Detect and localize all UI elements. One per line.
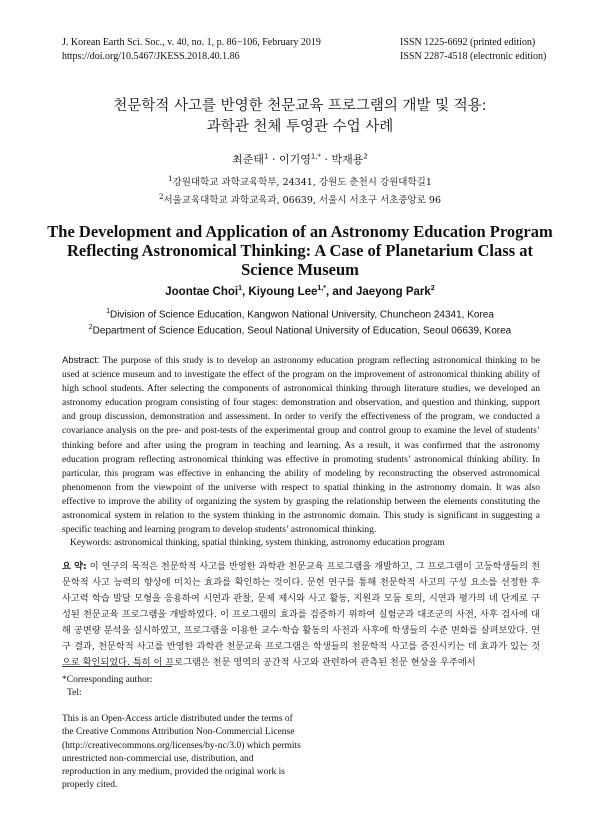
author-and: , and [325,285,357,298]
english-author-2: Kiyoung Lee [248,285,318,298]
corresponding-author-label: *Corresponding author: [62,675,153,685]
english-author-2-sup: 1,* [317,285,326,292]
journal-citation: J. Korean Earth Sci. Soc., v. 40, no. 1, p. 86−106, February 2019 [62,37,321,48]
korean-author-2-sup-num: 1, [310,152,318,161]
english-affiliation-1-sup: 1 [106,308,110,315]
journal-header [62,36,321,64]
korean-author-1-sup: 1 [263,152,269,161]
english-affiliation-2 [40,321,560,337]
keywords: Keywords: astronomical thinking, spatial thinking, system thinking, astronomy education program [70,538,445,548]
korean-affiliation-2 [40,190,560,208]
korean-author-3-sup: 2 [363,152,368,161]
korean-abstract-text: 이 연구의 목적은 천문학적 사고를 반영한 과학관 천문교육 프로그램을 개발하고, 그 프로그램이 고등학생들의 천문학적 사고 능력의 향상에 미치는 효과를 확인하는 것이다. 문헌 연구를 통해 천문학적 사고의 구성 요소를 선정한 후 사고력 학습 발달 모형을 응용하여 시연과 관찰, 문제 제시와 사고 활동, 지원과 모둠 토의, 시연과 평가의 네 단계로 구성된 천문교육 프로그램을 개발하였다. 이 프로그램의 효과를 검증하기 위하여 실험군과 대조군의 사전, 사후 검사에 대해 공변량 분석을 실시하였고, 프로그램을 이용한 교수·학습 활동의 사전과 사후에 학생들의 수준 변화를 살펴보았다. 연구 결과, 천문학적 사고를 반영한 과학관 천문교육 프로그램은 학생들의 천문학적 사고를 증진시키는 데 효과가 있는 것으로 확인되었다. 특히 이 프로그램은 천문 영역의 공간적 사고와 관련하여 관측된 천문 현상을 우주에서 [62,561,541,668]
english-title-line-2: Reflecting Astronomical Thinking: A Case of Planetarium Class at [67,241,533,260]
author-comma: , [242,285,249,298]
korean-author-2: 이기영 [278,153,311,166]
korean-affiliation-2-text: 서울교육대학교 과학교육과, 06639, 서울시 서초구 서초중앙로 96 [163,195,441,207]
open-access-notice: This is an Open-Access article distributed under the terms of the Creative Commons Attribution Non-Commercial License (http://creativecommons.org/licenses/by-nc/3.0) which permits unrestricted non-commercial use, distribution, and reproduction in any medium, provided the original work is properly cited. [62,714,301,791]
english-affiliation-2-sup: 2 [88,324,93,332]
korean-affiliation-2-sup: 2 [158,193,164,202]
korean-author-2-sup [311,152,321,160]
corresponding-author-note [62,674,153,700]
english-author-1: Joontae Choi [165,285,239,298]
english-author-3-sup: 2 [430,285,435,292]
korean-title [40,96,560,138]
footnote-divider [62,666,172,667]
korean-affiliations [40,172,560,208]
korean-title-line-1: 천문학적 사고를 반영한 천문교육 프로그램의 개발 및 적용: [113,98,487,114]
doi-link[interactable]: https://doi.org/10.5467/JKESS.2018.40.1.86 [62,51,240,62]
english-affiliation-1-text: Division of Science Education, Kangwon National University, Chuncheon 24341, Korea [109,309,494,321]
english-affiliations [40,305,560,338]
issn-print: ISSN 1225-6692 (printed edition) [400,37,536,48]
korean-affiliation-1-sup: 1 [168,175,173,183]
korean-affiliation-1 [40,172,560,190]
author-separator: · [321,153,332,166]
abstract-text: The purpose of this study is to develop an astronomy education program reflecting astronomical thinking to be used at science museum and to investigate the effect of the program on the improvement of astronomical thinking ability of high school students. After selecting the components of astronomical thinking through literature studies, we developed an astronomy education program consisting of four stages: demonstration and observation, and question and thinking, support and group discussion, demonstration and assessment. In order to verify the effectiveness of the program, we conducted a covariance analysis on the pre- and post-tests of the experimental group and control group to examine the level of students’ thinking before and after using the program in teaching and learning. As a result, it was confirmed that the astronomy education program reflecting astronomical thinking was effective in promoting students’ astronomical thinking ability. In particular, this program was effective in enhancing the ability of modeling by reconstructing the observed astronomical phenomenon from the viewpoint of the universe with respect to spatial thinking in the astronomy domain. It was also effective to improve the ability of organizing the system by grasping the relationship between the elements constituting the astronomical system in relation to the system thinking in the astronomic domain. This study is significant in suggesting a specific teaching and learning program to develop students’ astronomical thinking. [62,356,540,536]
issn-header [400,36,546,64]
author-separator: · [268,153,279,166]
english-title-line-3: Science Museum [241,260,359,279]
english-title [40,222,560,279]
korean-affiliation-1-text: 강원대학교 과학교육학부, 24341, 강원도 춘천시 강원대학길1 [172,177,432,189]
korean-author-3: 박재용 [331,153,364,166]
english-title-line-1: The Development and Application of an Astronomy Education Program [47,222,553,241]
english-authors [40,285,560,298]
english-affiliation-1 [40,305,560,321]
korean-title-line-2: 과학관 천체 투영관 수업 사례 [206,119,394,135]
korean-abstract [62,559,540,671]
abstract-label: Abstract: [62,355,100,366]
korean-abstract-label: 요 약: [62,561,87,572]
english-abstract [62,354,540,537]
english-author-3: Jaeyong Park [356,285,431,298]
korean-author-1: 최준태 [232,153,264,166]
korean-authors [40,151,560,167]
issn-electronic: ISSN 2287-4518 (electronic edition) [400,51,547,62]
english-author-1-sup: 1 [238,285,243,292]
english-affiliation-2-text: Department of Science Education, Seoul National University of Education, Seoul 06639, Korea [92,325,512,337]
korean-author-2-star: * [317,152,322,161]
tel-label: Tel: [67,688,82,698]
